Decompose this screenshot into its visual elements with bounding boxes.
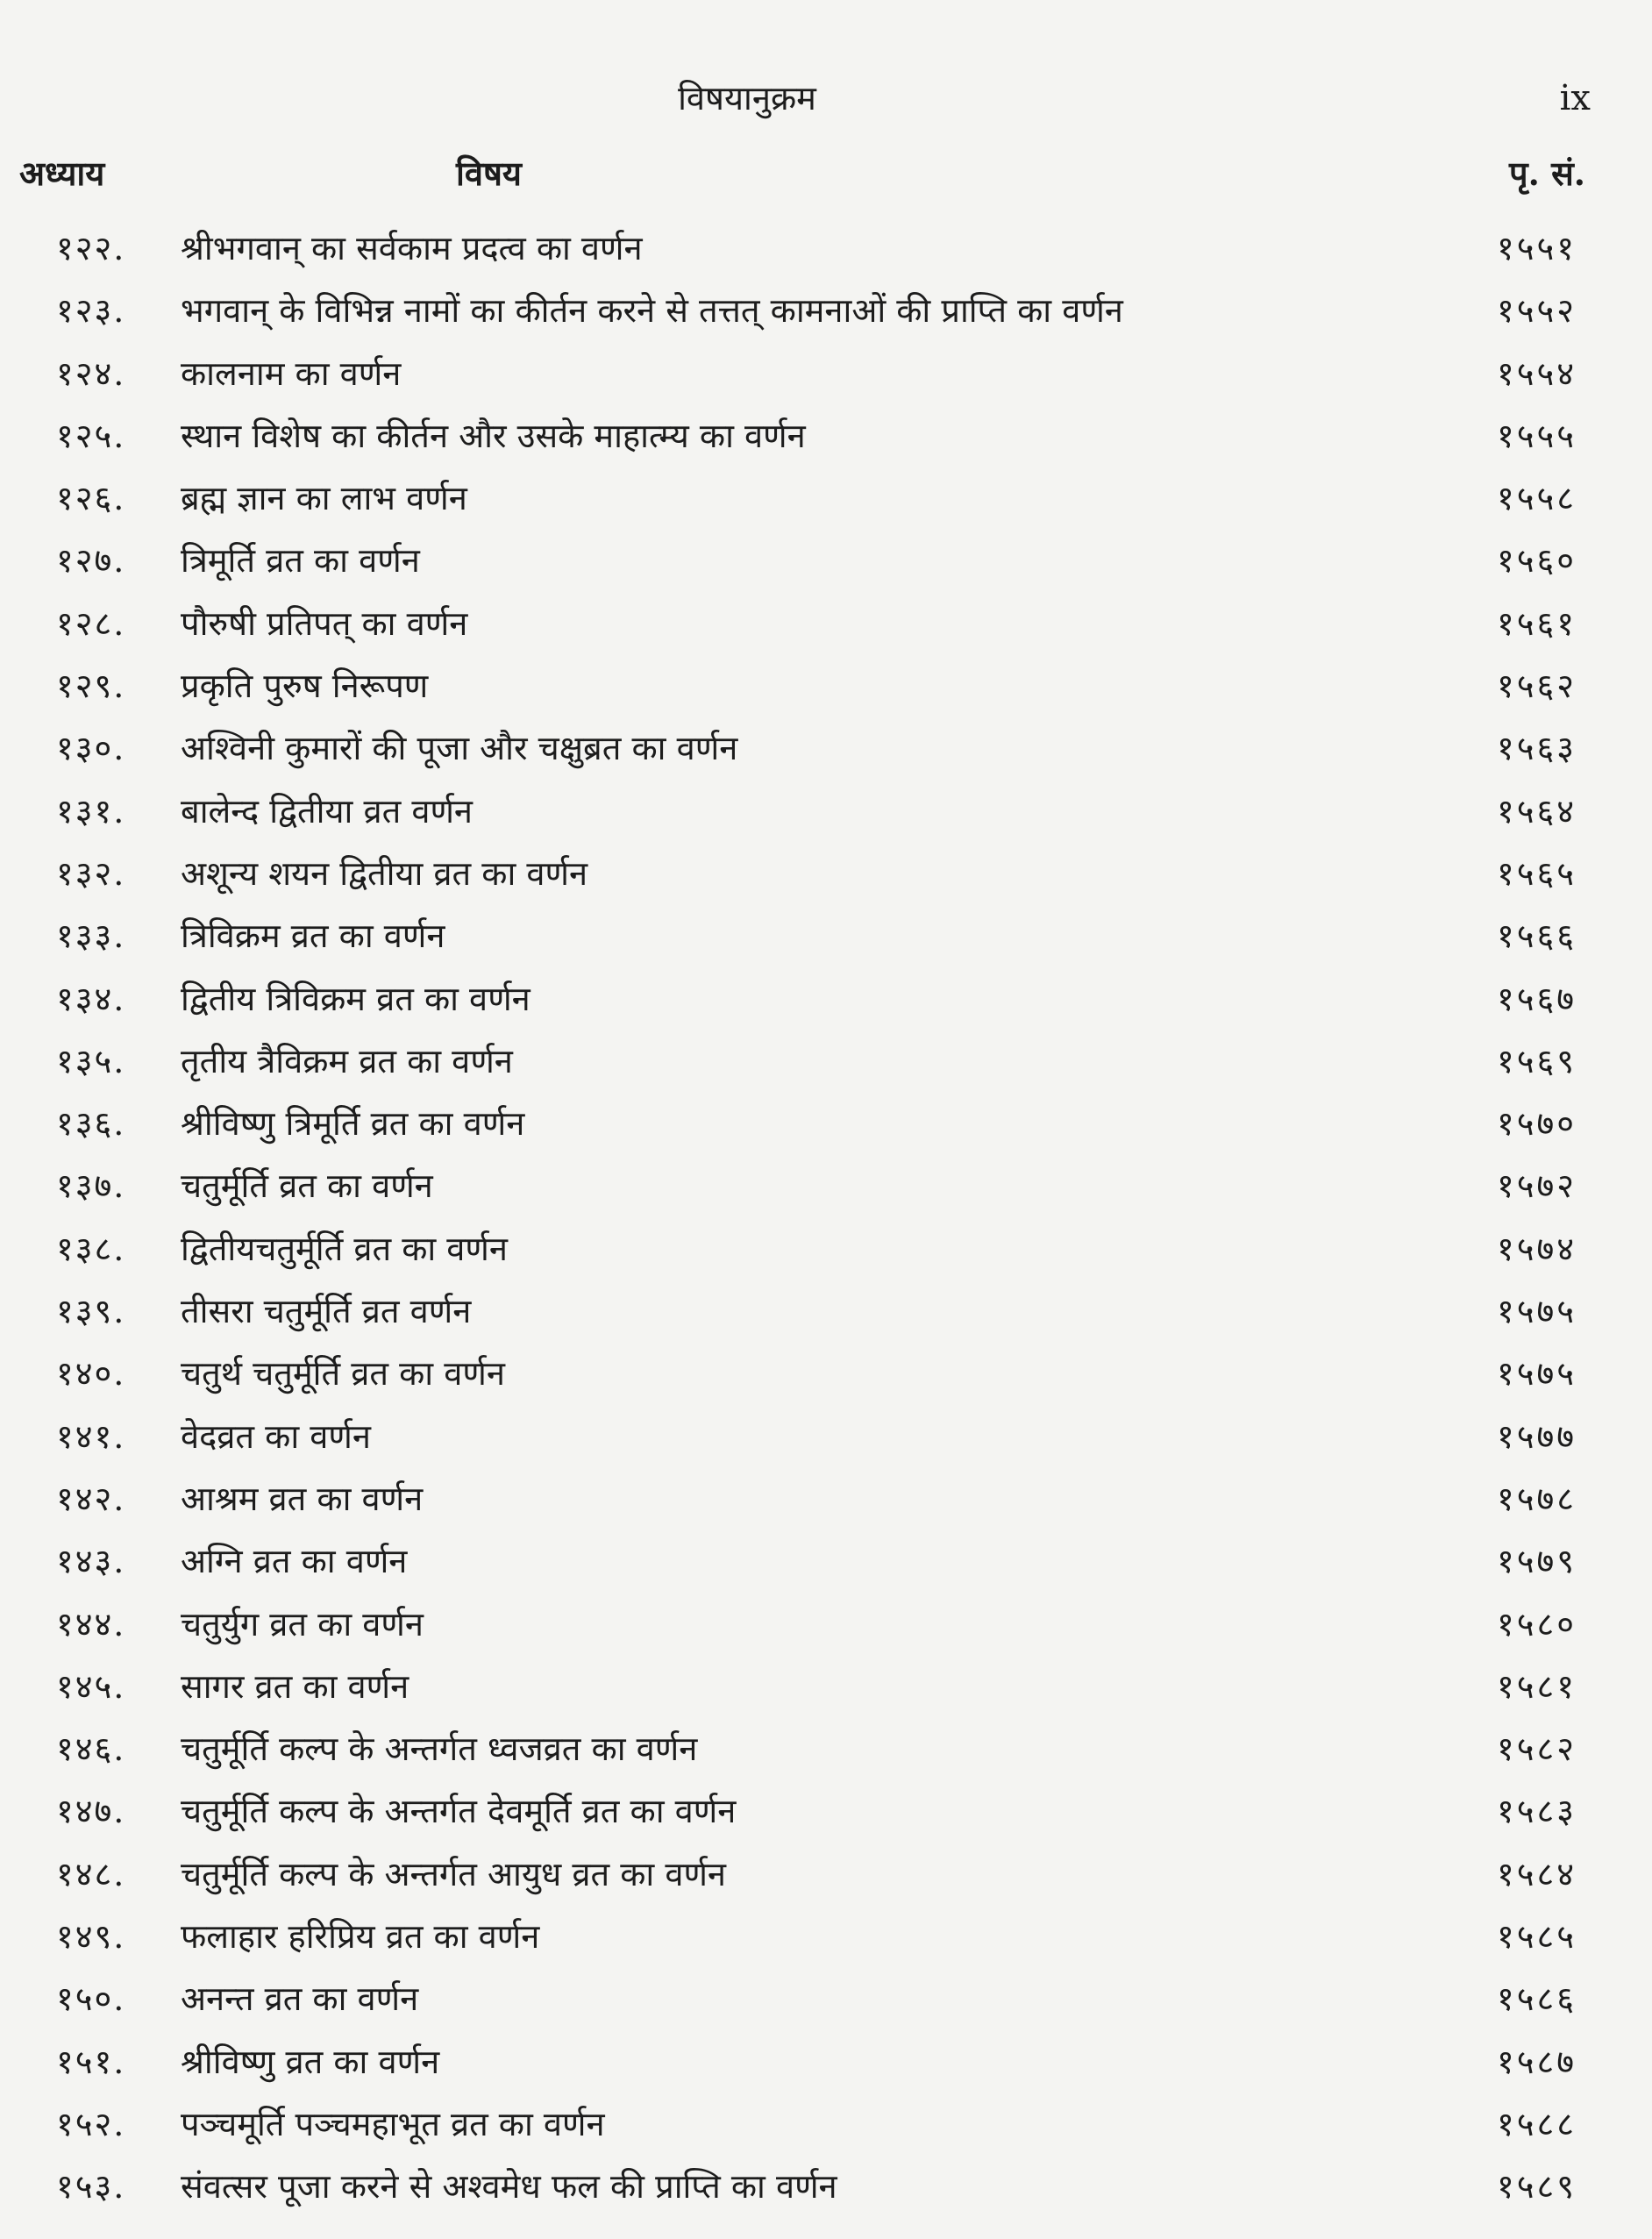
page-reference: १५७२: [1496, 1166, 1577, 1206]
chapter-title: बालेन्द द्वितीया व्रत वर्णन: [181, 791, 474, 831]
page-reference: १५६२: [1496, 667, 1577, 706]
chapter-title: द्वितीयचतुर्मूर्ति व्रत का वर्णन: [181, 1229, 508, 1268]
chapter-number: १५१.: [56, 2042, 126, 2081]
toc-entry: [0, 1530, 1652, 1593]
column-header-subject: विषय: [456, 153, 522, 193]
chapter-number: १३६.: [56, 1104, 126, 1144]
chapter-title: प्रकृति पुरुष निरूपण: [181, 667, 429, 706]
chapter-number: १४७.: [56, 1792, 126, 1831]
toc-entry: [0, 1406, 1652, 1468]
page-reference: १५८०: [1496, 1604, 1577, 1644]
page-reference: १५८६: [1496, 1979, 1577, 2019]
page-number: ix: [1559, 78, 1591, 118]
chapter-title: वेदव्रत का वर्णन: [181, 1416, 371, 1456]
toc-entry: [0, 781, 1652, 843]
page-reference: १५७५: [1496, 1292, 1577, 1331]
chapter-title: सागर व्रत का वर्णन: [181, 1666, 409, 1706]
chapter-title: भगवान् के विभिन्न नामों का कीर्तन करने से तत्तत् कामनाओं की प्राप्ति का वर्णन: [181, 291, 1123, 331]
toc-entry: [0, 1343, 1652, 1405]
table-of-contents: [0, 217, 1652, 2219]
toc-entry: [0, 467, 1652, 530]
chapter-number: १२६.: [56, 479, 126, 518]
chapter-number: १२४.: [56, 353, 126, 393]
page-reference: १५६५: [1496, 853, 1577, 893]
column-header-chapter: अध्याय: [19, 153, 105, 193]
chapter-number: १२३.: [56, 291, 126, 331]
page-reference: १५८४: [1496, 1854, 1577, 1893]
chapter-number: १३५.: [56, 1041, 126, 1080]
page-reference: १५५८: [1496, 479, 1577, 518]
page-reference: १५६१: [1496, 603, 1577, 643]
toc-entry: [0, 1280, 1652, 1343]
chapter-number: १३४.: [56, 979, 126, 1018]
chapter-number: १४३.: [56, 1542, 126, 1581]
page-reference: १५६६: [1496, 916, 1577, 956]
toc-entry: [0, 1468, 1652, 1530]
page-reference: १५७९: [1496, 1542, 1577, 1581]
chapter-number: १३२.: [56, 853, 126, 893]
chapter-number: १४४.: [56, 1604, 126, 1644]
toc-entry: [0, 1030, 1652, 1093]
page-reference: १५५५: [1496, 416, 1577, 455]
page-reference: १५६७: [1496, 979, 1577, 1018]
chapter-number: १४०.: [56, 1354, 126, 1394]
chapter-title: चतुर्युग व्रत का वर्णन: [181, 1604, 424, 1644]
chapter-number: १२९.: [56, 667, 126, 706]
page-reference: १५८३: [1496, 1792, 1577, 1831]
chapter-number: १३०.: [56, 729, 126, 768]
chapter-title: चतुर्मूर्ति कल्प के अन्तर्गत आयुध व्रत का वर्णन: [181, 1854, 727, 1893]
chapter-title: कालनाम का वर्णन: [181, 353, 402, 393]
toc-entry: [0, 1656, 1652, 1718]
chapter-title: त्रिविक्रम व्रत का वर्णन: [181, 916, 445, 956]
chapter-number: १३३.: [56, 916, 126, 956]
page-reference: १५८२: [1496, 1729, 1577, 1769]
chapter-title: फलाहार हरिप्रिय व्रत का वर्णन: [181, 1917, 540, 1957]
chapter-title: तृतीय त्रैविक्रम व्रत का वर्णन: [181, 1041, 513, 1080]
toc-entry: [0, 1093, 1652, 1155]
toc-entry: [0, 655, 1652, 717]
chapter-number: १४१.: [56, 1416, 126, 1456]
chapter-number: १४६.: [56, 1729, 126, 1769]
chapter-title: श्रीविष्णु व्रत का वर्णन: [181, 2042, 440, 2081]
chapter-number: १४५.: [56, 1666, 126, 1706]
chapter-title: अशून्य शयन द्वितीया व्रत का वर्णन: [181, 853, 588, 893]
toc-entry: [0, 2093, 1652, 2156]
toc-entry: [0, 280, 1652, 342]
chapter-title: श्रीभगवान् का सर्वकाम प्रदत्व का वर्णन: [181, 229, 643, 267]
chapter-title: पञ्चमूर्ति पञ्चमहाभूत व्रत का वर्णन: [181, 2104, 605, 2143]
chapter-number: १५२.: [56, 2104, 126, 2143]
toc-entry: [0, 968, 1652, 1030]
toc-entry: [0, 1843, 1652, 1906]
toc-entry: [0, 1906, 1652, 1968]
page-reference: १५६०: [1496, 541, 1577, 581]
chapter-number: १२५.: [56, 416, 126, 455]
toc-entry: [0, 905, 1652, 967]
running-title: विषयानुक्रम: [678, 79, 816, 118]
chapter-title: त्रिमूर्ति व्रत का वर्णन: [181, 541, 420, 581]
chapter-number: १५३.: [56, 2167, 126, 2207]
chapter-number: १३१.: [56, 791, 126, 831]
chapter-title: श्रीविष्णु त्रिमूर्ति व्रत का वर्णन: [181, 1104, 525, 1144]
page-reference: १५७८: [1496, 1479, 1577, 1518]
chapter-title: आश्रम व्रत का वर्णन: [181, 1479, 424, 1518]
page-reference: १५७०: [1496, 1104, 1577, 1144]
page-reference: १५६९: [1496, 1041, 1577, 1080]
chapter-number: १२७.: [56, 541, 126, 581]
chapter-title: तीसरा चतुर्मूर्ति व्रत वर्णन: [181, 1292, 472, 1331]
toc-entry: [0, 2031, 1652, 2093]
chapter-number: १३७.: [56, 1166, 126, 1206]
chapter-number: १४८.: [56, 1854, 126, 1893]
toc-entry: [0, 1968, 1652, 2030]
chapter-number: १३८.: [56, 1229, 126, 1268]
chapter-title: द्वितीय त्रिविक्रम व्रत का वर्णन: [181, 979, 530, 1018]
toc-entry: [0, 1780, 1652, 1843]
page-reference: १५६३: [1496, 729, 1577, 768]
chapter-title: चतुर्थ चतुर्मूर्ति व्रत का वर्णन: [181, 1354, 505, 1394]
chapter-title: चतुर्मूर्ति कल्प के अन्तर्गत ध्वजव्रत का वर्णन: [181, 1729, 698, 1769]
chapter-title: स्थान विशेष का कीर्तन और उसके माहात्म्य का वर्णन: [181, 416, 806, 455]
page-reference: १५६४: [1496, 791, 1577, 831]
page-reference: १५७७: [1496, 1416, 1577, 1456]
chapter-title: चतुर्मूर्ति कल्प के अन्तर्गत देवमूर्ति व्रत का वर्णन: [181, 1792, 737, 1831]
chapter-number: १४९.: [56, 1917, 126, 1957]
column-header-page: पृ. सं.: [1509, 153, 1585, 193]
page-reference: १५८९: [1496, 2167, 1577, 2207]
page-reference: १५७५: [1496, 1354, 1577, 1394]
chapter-number: १३९.: [56, 1292, 126, 1331]
chapter-number: १४२.: [56, 1479, 126, 1518]
toc-entry: [0, 343, 1652, 405]
page-reference: १५५१: [1496, 229, 1577, 267]
toc-entry: [0, 843, 1652, 905]
chapter-number: १५०.: [56, 1979, 126, 2019]
toc-entry: [0, 1718, 1652, 1780]
toc-entry: [0, 2156, 1652, 2218]
toc-entry: [0, 717, 1652, 780]
chapter-title: चतुर्मूर्ति व्रत का वर्णन: [181, 1166, 433, 1206]
toc-entry: [0, 1594, 1652, 1656]
page-reference: १५८८: [1496, 2104, 1577, 2143]
chapter-title: अनन्त व्रत का वर्णन: [181, 1979, 419, 2019]
page-reference: १५५४: [1496, 353, 1577, 393]
toc-entry: [0, 405, 1652, 467]
chapter-title: अग्नि व्रत का वर्णन: [181, 1542, 408, 1581]
page-reference: १५५२: [1496, 291, 1577, 331]
chapter-title: पौरुषी प्रतिपत् का वर्णन: [181, 603, 468, 643]
toc-entry: [0, 1155, 1652, 1217]
chapter-title: ब्रह्म ज्ञान का लाभ वर्णन: [181, 479, 467, 518]
toc-entry: [0, 593, 1652, 655]
page-reference: १५८१: [1496, 1666, 1577, 1706]
chapter-title: अश्विनी कुमारों की पूजा और चक्षुब्रत का वर्णन: [181, 729, 738, 768]
chapter-number: १२८.: [56, 603, 126, 643]
chapter-title: संवत्सर पूजा करने से अश्वमेध फल की प्राप्ति का वर्णन: [181, 2167, 837, 2207]
toc-entry: [0, 217, 1652, 280]
chapter-number: १२२.: [56, 229, 126, 267]
page-reference: १५८७: [1496, 2042, 1577, 2081]
toc-entry: [0, 1218, 1652, 1280]
toc-entry: [0, 530, 1652, 592]
page-reference: १५८५: [1496, 1917, 1577, 1957]
page-reference: १५७४: [1496, 1229, 1577, 1268]
